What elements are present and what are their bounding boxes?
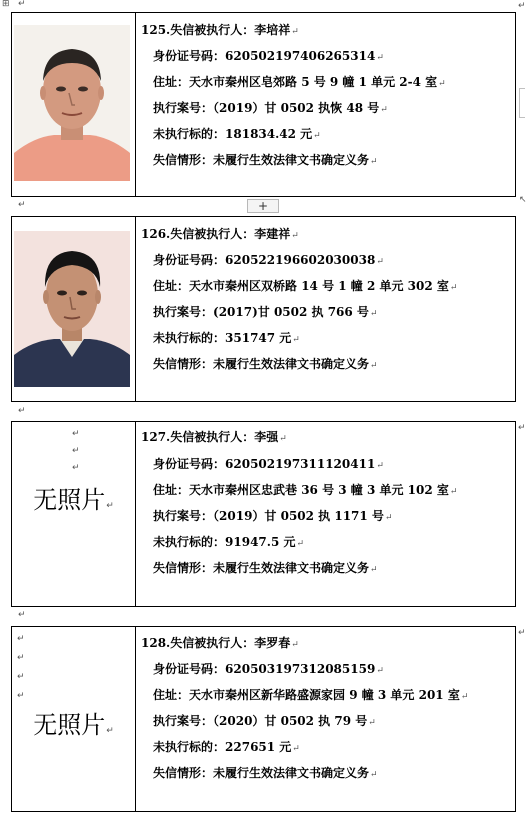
paragraph-mark: ↵ [17, 634, 25, 644]
amount-row: 未执行标的：351747 元↵ [153, 331, 300, 345]
info-cell [136, 13, 515, 196]
record-card-127 [11, 421, 516, 607]
paragraph-mark: ↵ [72, 446, 80, 456]
info-cell [136, 217, 515, 401]
paragraph-mark: ↵ [17, 691, 25, 701]
case-row: 执行案号：（2020）甘 0502 执 79 号↵ [153, 714, 376, 728]
address-row: 住址：天水市秦州区皂郊路 5 号 9 幢 1 单元 2-4 室↵ [153, 75, 446, 89]
id-row: 身份证号码：620503197312085159↵ [153, 662, 384, 676]
photo-cell [12, 422, 136, 606]
person-photo [14, 25, 130, 181]
id-row: 身份证号码：620502197406265314↵ [153, 49, 384, 63]
id-row: 身份证号码：620522196602030038↵ [153, 253, 384, 267]
insert-row-button[interactable]: + [247, 199, 279, 213]
paragraph-mark: ↵ [18, 610, 26, 620]
photo-cell [12, 627, 136, 811]
person-photo [14, 231, 130, 387]
record-card-125 [11, 12, 516, 197]
paragraph-mark: ↵ [18, 200, 26, 210]
paragraph-mark: ↵ [18, 406, 26, 416]
situation-row: 失信情形：未履行生效法律文书确定义务↵ [153, 357, 378, 371]
address-row: 住址：天水市秦州区忠武巷 36 号 3 幢 3 单元 102 室↵ [153, 483, 458, 497]
resize-corner-icon[interactable]: ↖ [519, 195, 527, 205]
row-resize-handle[interactable] [519, 88, 525, 118]
record-header: 126.失信被执行人：李建祥↵ [141, 227, 299, 241]
situation-row: 失信情形：未履行生效法律文书确定义务↵ [153, 561, 378, 575]
photo-cell [12, 217, 136, 401]
case-row: 执行案号：（2019）甘 0502 执 1171 号↵ [153, 509, 393, 523]
address-row: 住址：天水市秦州区新华路盛源家园 9 幢 3 单元 201 室↵ [153, 688, 469, 702]
situation-row: 失信情形：未履行生效法律文书确定义务↵ [153, 766, 378, 780]
paragraph-mark: ↵ [518, 423, 526, 433]
paragraph-mark: ↵ [17, 653, 25, 663]
id-row: 身份证号码：620502197311120411↵ [153, 457, 384, 471]
record-header: 127.失信被执行人：李强↵ [141, 430, 287, 444]
address-row: 住址：天水市秦州区双桥路 14 号 1 幢 2 单元 302 室↵ [153, 279, 458, 293]
record-card-126 [11, 216, 516, 402]
paragraph-mark: ↵ [18, 0, 26, 9]
paragraph-mark: ↵ [72, 463, 80, 473]
amount-row: 未执行标的：227651 元↵ [153, 740, 300, 754]
paragraph-mark: ↵ [72, 429, 80, 439]
info-cell [136, 422, 515, 606]
record-header: 128.失信被执行人：李罗春↵ [141, 636, 299, 650]
photo-cell [12, 13, 136, 196]
no-photo-label: 无照片↵ [33, 486, 114, 514]
no-photo-label: 无照片↵ [33, 711, 114, 739]
paragraph-mark: ↵ [518, 1, 526, 11]
portrait-image [14, 231, 130, 387]
info-cell [136, 627, 515, 811]
record-header: 125.失信被执行人：李培祥↵ [141, 23, 299, 37]
amount-row: 未执行标的：181834.42 元↵ [153, 127, 321, 141]
record-card-128 [11, 626, 516, 812]
portrait-image [14, 25, 130, 181]
paragraph-mark: ↵ [17, 672, 25, 682]
amount-row: 未执行标的：91947.5 元↵ [153, 535, 305, 549]
situation-row: 失信情形：未履行生效法律文书确定义务↵ [153, 153, 378, 167]
case-row: 执行案号：(2017)甘 0502 执 766 号↵ [153, 305, 378, 319]
paragraph-mark: ↵ [518, 628, 526, 638]
table-move-handle-icon[interactable]: ⊞ [2, 0, 10, 9]
case-row: 执行案号：（2019）甘 0502 执恢 48 号↵ [153, 101, 388, 115]
